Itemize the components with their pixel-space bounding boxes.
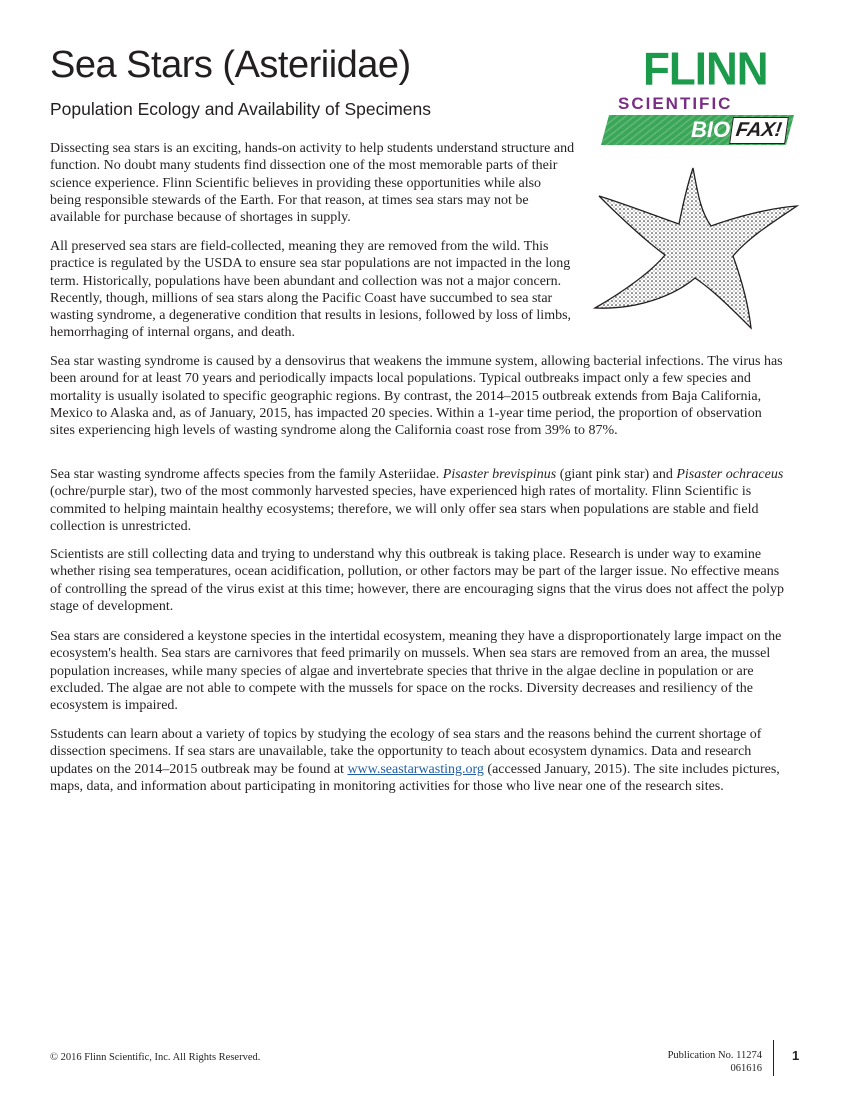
p4-text-a: Sea star wasting syndrome affects species from the family Asteriidae. xyxy=(50,467,443,482)
p7-text-b: (accessed January, 2015). The site includes pictures, maps, data, and information about participating in monitoring activities for those who live near one of the research sites. xyxy=(50,761,780,794)
logo-tagline: SCIENTIFIC xyxy=(618,94,733,113)
paragraph-keystone-species: Sea stars are considered a keystone species in the intertidal ecosystem, meaning they have a disproportionately large impact on the ecosystem's health. Sea stars are carnivores that feed primarily on mussels. When sea stars are removed from an area, the mussel population increases, while many species of algae and invertebrate species that thrive in the algae decline in population or are excluded. The algae are not able to compete with the mussels for space on the rocks. Diversity decreases and resiliency of the ecosystem is impaired. xyxy=(50,629,782,714)
seastarwasting-link[interactable]: www.seastarwasting.org xyxy=(347,761,484,777)
species-pisaster-brevispinus: Pisaster brevispinus xyxy=(442,467,557,482)
flinn-bio-fax-logo xyxy=(605,43,805,157)
logo-fax: FAX! xyxy=(729,117,788,144)
paragraph-research: Scientists are still collecting data and trying to understand why this outbreak is taking place. Research is under way to examine whether rising sea temperatures, ocean acidification, pollution, or other factors may be part of the larger issue. No effective means of controlling the spread of the virus exist at this time; however, there are encouraging signs that the virus does not affect the polyp stage of development. xyxy=(50,547,784,614)
page-title: Sea Stars (Asteriidae) xyxy=(50,44,411,86)
logo-bio: BIO xyxy=(691,117,731,142)
starfish-body xyxy=(595,168,797,328)
copyright-notice: © 2016 Flinn Scientific, Inc. All Rights Reserved. xyxy=(50,1052,261,1063)
footer-divider xyxy=(773,1040,774,1076)
starfish-illustration xyxy=(583,160,805,335)
publication-number: Publication No. 11274 xyxy=(667,1050,762,1061)
paragraph-wasting-syndrome: Sea star wasting syndrome is caused by a densovirus that weakens the immune system, allowing bacterial infections. The virus has been around for at least 70 years and periodically impacts local populations. Typical outbreaks impact only a few species and mortality is usually isolated to specific geographic regions. By contrast, the 2014–2015 outbreak extends from Baja California, Mexico to Alaska and, as of January, 2015, has impacted 20 species. Within a 1-year time period, the proportion of observation sites experiencing high levels of wasting syndrome along the California coast rose from 39% to 87%. xyxy=(50,354,783,439)
page-number: 1 xyxy=(792,1048,800,1063)
publication-code: 061616 xyxy=(730,1062,762,1074)
paragraph-field-collection: All preserved sea stars are field-collected, meaning they are removed from the wild. This practice is regulated by the USDA to ensure sea star populations are not impacted in the long term. Historically, populations have been abundant and collection was not a major concern. Recently, though, millions of sea stars along the Pacific Coast have succumbed to sea star wasting syndrome, a degenerative condition that results in lesions, followed by loss of limbs, hemorrhaging of internal organs, and death. xyxy=(50,239,572,341)
logo-brand: FLINN xyxy=(643,43,768,96)
p4-text-b: (giant pink star) and xyxy=(556,467,677,482)
paragraph-students xyxy=(50,726,785,795)
species-pisaster-ochraceus: Pisaster ochraceus xyxy=(676,467,784,482)
publication-info xyxy=(668,1050,762,1075)
paragraph-intro: Dissecting sea stars is an exciting, hands-on activity to help students understand structure and function. No doubt many students find dissection one of the most memorable parts of their science experience. Flinn Scientific believes in providing these opportunities while also being responsible stewards of the Earth. For that reason, at times sea stars may not be available for purchase because of shortages in supply. xyxy=(50,141,575,226)
p4-text-c: (ochre/purple star), two of the most commonly harvested species, have experienced high rates of mortality. Flinn Scientific is commited to helping maintain healthy ecosystems; therefore, we will only offer sea stars when populations are stable and field collection is unrestricted. xyxy=(50,484,759,534)
p7-text-a: Sstudents can learn about a variety of topics by studying the ecology of sea stars and the reasons behind the current shortage of dissection specimens. If sea stars are unavailable, take the opportunity to teach about ecosystem dynamics. Data and research updates on the 2014–2015 outbreak may be found at xyxy=(50,727,762,777)
page-subtitle: Population Ecology and Availability of Specimens xyxy=(50,99,432,119)
paragraph-asteriidae xyxy=(50,466,785,535)
